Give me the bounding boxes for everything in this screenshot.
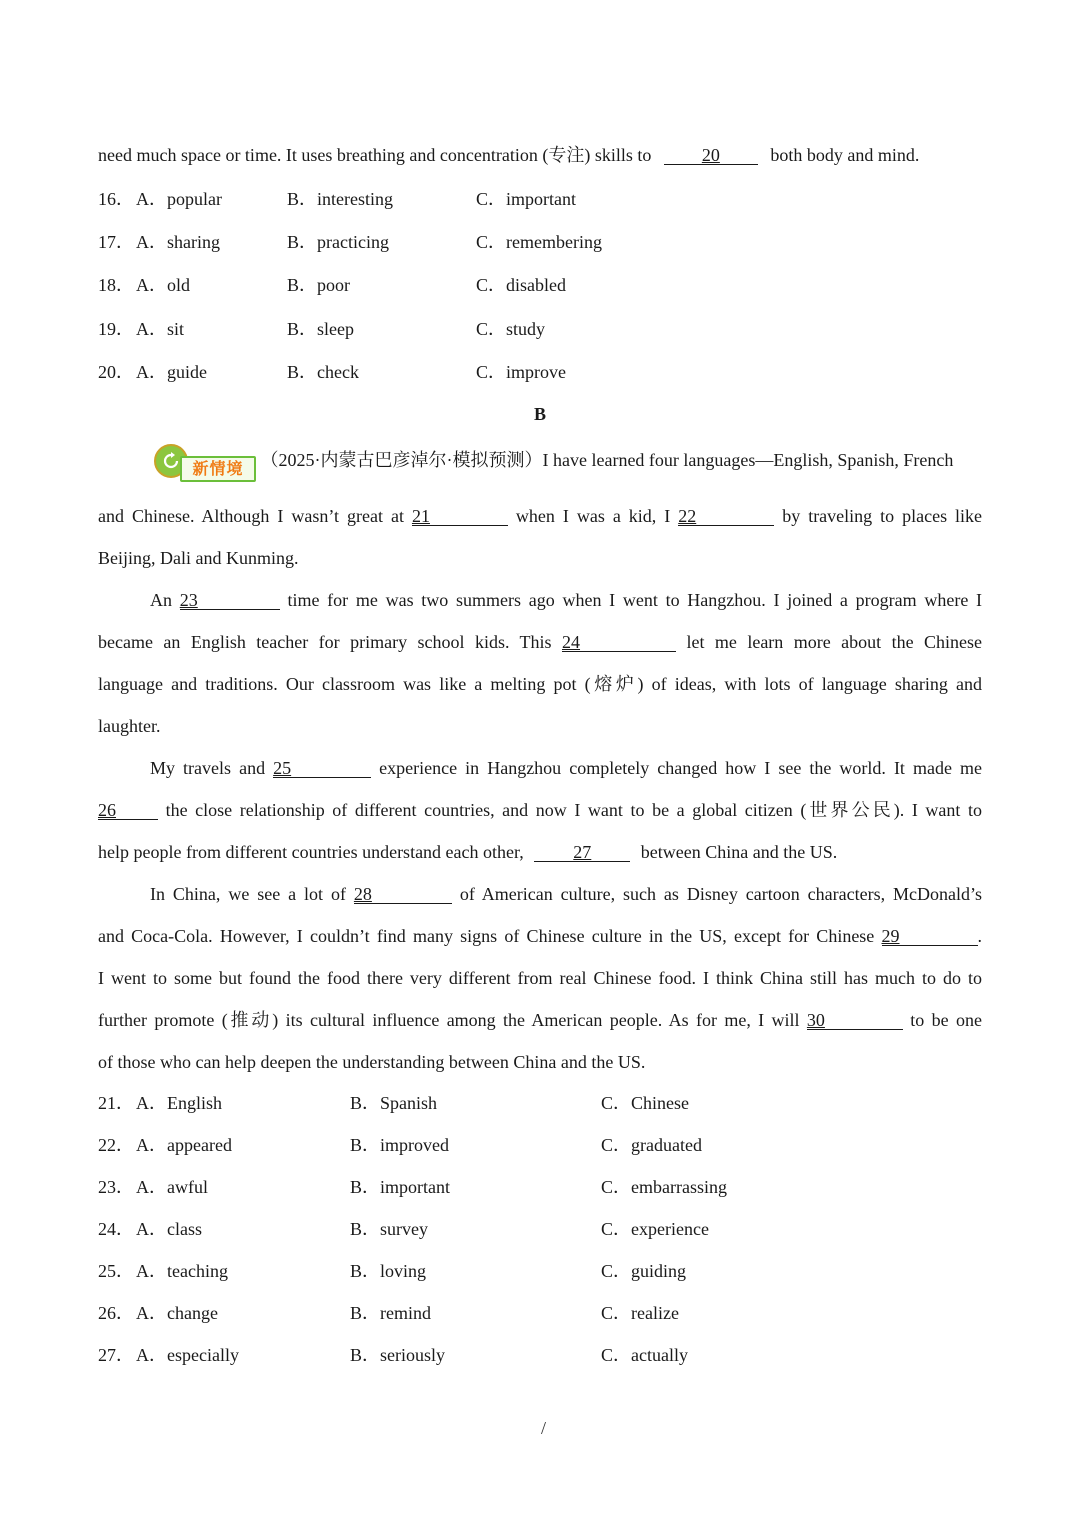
option-c: C．actually bbox=[601, 1345, 688, 1365]
page-footer-mark: / bbox=[541, 1418, 547, 1438]
passage-text: let me learn more about the Chinese bbox=[686, 632, 983, 652]
badge-label: 新情境 bbox=[180, 456, 256, 482]
option-a: A．teaching bbox=[136, 1261, 228, 1281]
passage-text: I went to some but found the food there very different from real Chinese food. I think China still has much to do to bbox=[98, 968, 982, 988]
passage-text: both body and mind. bbox=[770, 145, 920, 165]
option-a: A．change bbox=[136, 1303, 218, 1323]
passage-text: further promote (推动) its cultural influence among the American people. As for me, I will bbox=[98, 1010, 800, 1030]
blank-30: 30 bbox=[807, 1011, 903, 1030]
option-a: A．especially bbox=[136, 1345, 239, 1365]
blank-26: 26 bbox=[98, 801, 158, 820]
blank-21: 21 bbox=[412, 507, 508, 526]
section-title: B bbox=[533, 404, 546, 424]
blank-23: 23 bbox=[180, 591, 280, 610]
question-number: 16． bbox=[98, 189, 134, 209]
option-c: C．remembering bbox=[476, 232, 602, 252]
option-b: B．check bbox=[287, 362, 359, 382]
option-c: C．guiding bbox=[601, 1261, 687, 1281]
blank-27: 27 bbox=[534, 843, 630, 862]
passage-text: of those who can help deepen the understanding between China and the US. bbox=[98, 1052, 646, 1072]
passage-text: when I was a kid, I bbox=[515, 506, 671, 526]
option-c: C．study bbox=[476, 319, 546, 339]
passage-b-line-12 bbox=[98, 924, 982, 948]
passage-b-line-11 bbox=[150, 882, 982, 906]
question-number: 27． bbox=[98, 1345, 134, 1365]
passage-text: and Chinese. Although I wasn’t great at bbox=[98, 506, 404, 526]
passage-b-line-10 bbox=[98, 840, 837, 864]
question-number: 21． bbox=[98, 1093, 134, 1113]
passage-b-line-14 bbox=[98, 1008, 982, 1032]
option-c: C．improve bbox=[476, 362, 566, 382]
blank-22: 22 bbox=[678, 507, 774, 526]
option-c: C．Chinese bbox=[601, 1093, 689, 1113]
option-c: C．realize bbox=[601, 1303, 679, 1323]
question-number: 26． bbox=[98, 1303, 134, 1323]
option-b: B．loving bbox=[350, 1261, 427, 1281]
passage-b-line-5 bbox=[98, 630, 982, 654]
question-number: 23． bbox=[98, 1177, 134, 1197]
passage-text: by traveling to places like bbox=[782, 506, 983, 526]
option-b: B．remind bbox=[350, 1303, 431, 1323]
source-label: （2025·内蒙古巴彦淖尔·模拟预测） bbox=[260, 450, 543, 471]
passage-b-line-8 bbox=[150, 756, 982, 780]
passage-text: Beijing, Dali and Kunming. bbox=[98, 548, 299, 568]
question-number: 19． bbox=[98, 319, 134, 339]
question-number: 25． bbox=[98, 1261, 134, 1281]
option-c: C．experience bbox=[601, 1219, 709, 1239]
option-b: B．seriously bbox=[350, 1345, 446, 1365]
option-c: C．important bbox=[476, 189, 576, 209]
option-a: A．appeared bbox=[136, 1135, 232, 1155]
passage-b-line-9 bbox=[98, 798, 982, 822]
option-b: B．Spanish bbox=[350, 1093, 438, 1113]
passage-text: laughter. bbox=[98, 716, 161, 736]
passage-text: of American culture, such as Disney cartoon characters, McDonald’s bbox=[459, 884, 982, 904]
passage-text: the close relationship of different countries, and now I want to be a global citizen (世界公民). I want to bbox=[165, 800, 983, 820]
blank-29: 29 bbox=[882, 927, 978, 946]
passage-b-line-2 bbox=[98, 504, 982, 528]
passage-text: My travels and bbox=[150, 758, 266, 778]
option-a: A．old bbox=[136, 275, 190, 295]
passage-text: language and traditions. Our classroom was like a melting pot (熔炉) of ideas, with lots of language sharing and bbox=[98, 674, 982, 694]
passage-b-line-1 bbox=[150, 444, 953, 480]
option-b: B．survey bbox=[350, 1219, 428, 1239]
passage-text: experience in Hangzhou completely changed how I see the world. It made me bbox=[379, 758, 982, 778]
question-number: 17． bbox=[98, 232, 134, 252]
passage-b-line-7 bbox=[98, 714, 160, 738]
passage-text: An bbox=[150, 590, 172, 610]
option-a: A．popular bbox=[136, 189, 222, 209]
blank-28: 28 bbox=[354, 885, 452, 904]
passage-text: to be one bbox=[910, 1010, 983, 1030]
blank-24: 24 bbox=[562, 633, 676, 652]
passage-b-line-13 bbox=[98, 966, 982, 990]
option-c: C．graduated bbox=[601, 1135, 702, 1155]
blank-25: 25 bbox=[273, 759, 371, 778]
option-b: B．improved bbox=[350, 1135, 449, 1155]
passage-text: and Coca-Cola. However, I couldn’t find many signs of Chinese culture in the US, except for Chinese bbox=[98, 926, 875, 946]
passage-b-line-15 bbox=[98, 1050, 645, 1074]
passage-text: between China and the US. bbox=[640, 842, 838, 862]
passage-b-line-4 bbox=[150, 588, 982, 612]
passage-text: In China, we see a lot of bbox=[150, 884, 346, 904]
option-b: B．poor bbox=[287, 275, 350, 295]
passage-text: . bbox=[977, 926, 983, 946]
question-number: 22． bbox=[98, 1135, 134, 1155]
passage-text: became an English teacher for primary school kids. This bbox=[98, 632, 552, 652]
passage-text: I have learned four languages—English, Spanish, French bbox=[542, 450, 954, 471]
new-context-badge bbox=[150, 444, 254, 480]
option-a: A．awful bbox=[136, 1177, 208, 1197]
option-b: B．interesting bbox=[287, 189, 393, 209]
passage-text: need much space or time. It uses breathing and concentration (专注) skills to bbox=[98, 145, 652, 165]
option-b: B．practicing bbox=[287, 232, 389, 252]
passage-b-line-6 bbox=[98, 672, 982, 696]
passage-text: time for me was two summers ago when I went to Hangzhou. I joined a program where I bbox=[287, 590, 983, 610]
blank-20: 20 bbox=[664, 146, 758, 165]
option-a: A．sharing bbox=[136, 232, 220, 252]
option-c: C．embarrassing bbox=[601, 1177, 727, 1197]
passage-a-last-line bbox=[98, 143, 919, 167]
passage-b-line-3 bbox=[98, 546, 298, 570]
question-number: 18． bbox=[98, 275, 134, 295]
option-a: A．class bbox=[136, 1219, 202, 1239]
question-number: 24． bbox=[98, 1219, 134, 1239]
option-a: A．sit bbox=[136, 319, 185, 339]
option-a: A．English bbox=[136, 1093, 223, 1113]
option-b: B．sleep bbox=[287, 319, 354, 339]
option-a: A．guide bbox=[136, 362, 207, 382]
option-c: C．disabled bbox=[476, 275, 566, 295]
passage-text: help people from different countries understand each other, bbox=[98, 842, 524, 862]
option-b: B．important bbox=[350, 1177, 450, 1197]
question-number: 20． bbox=[98, 362, 134, 382]
